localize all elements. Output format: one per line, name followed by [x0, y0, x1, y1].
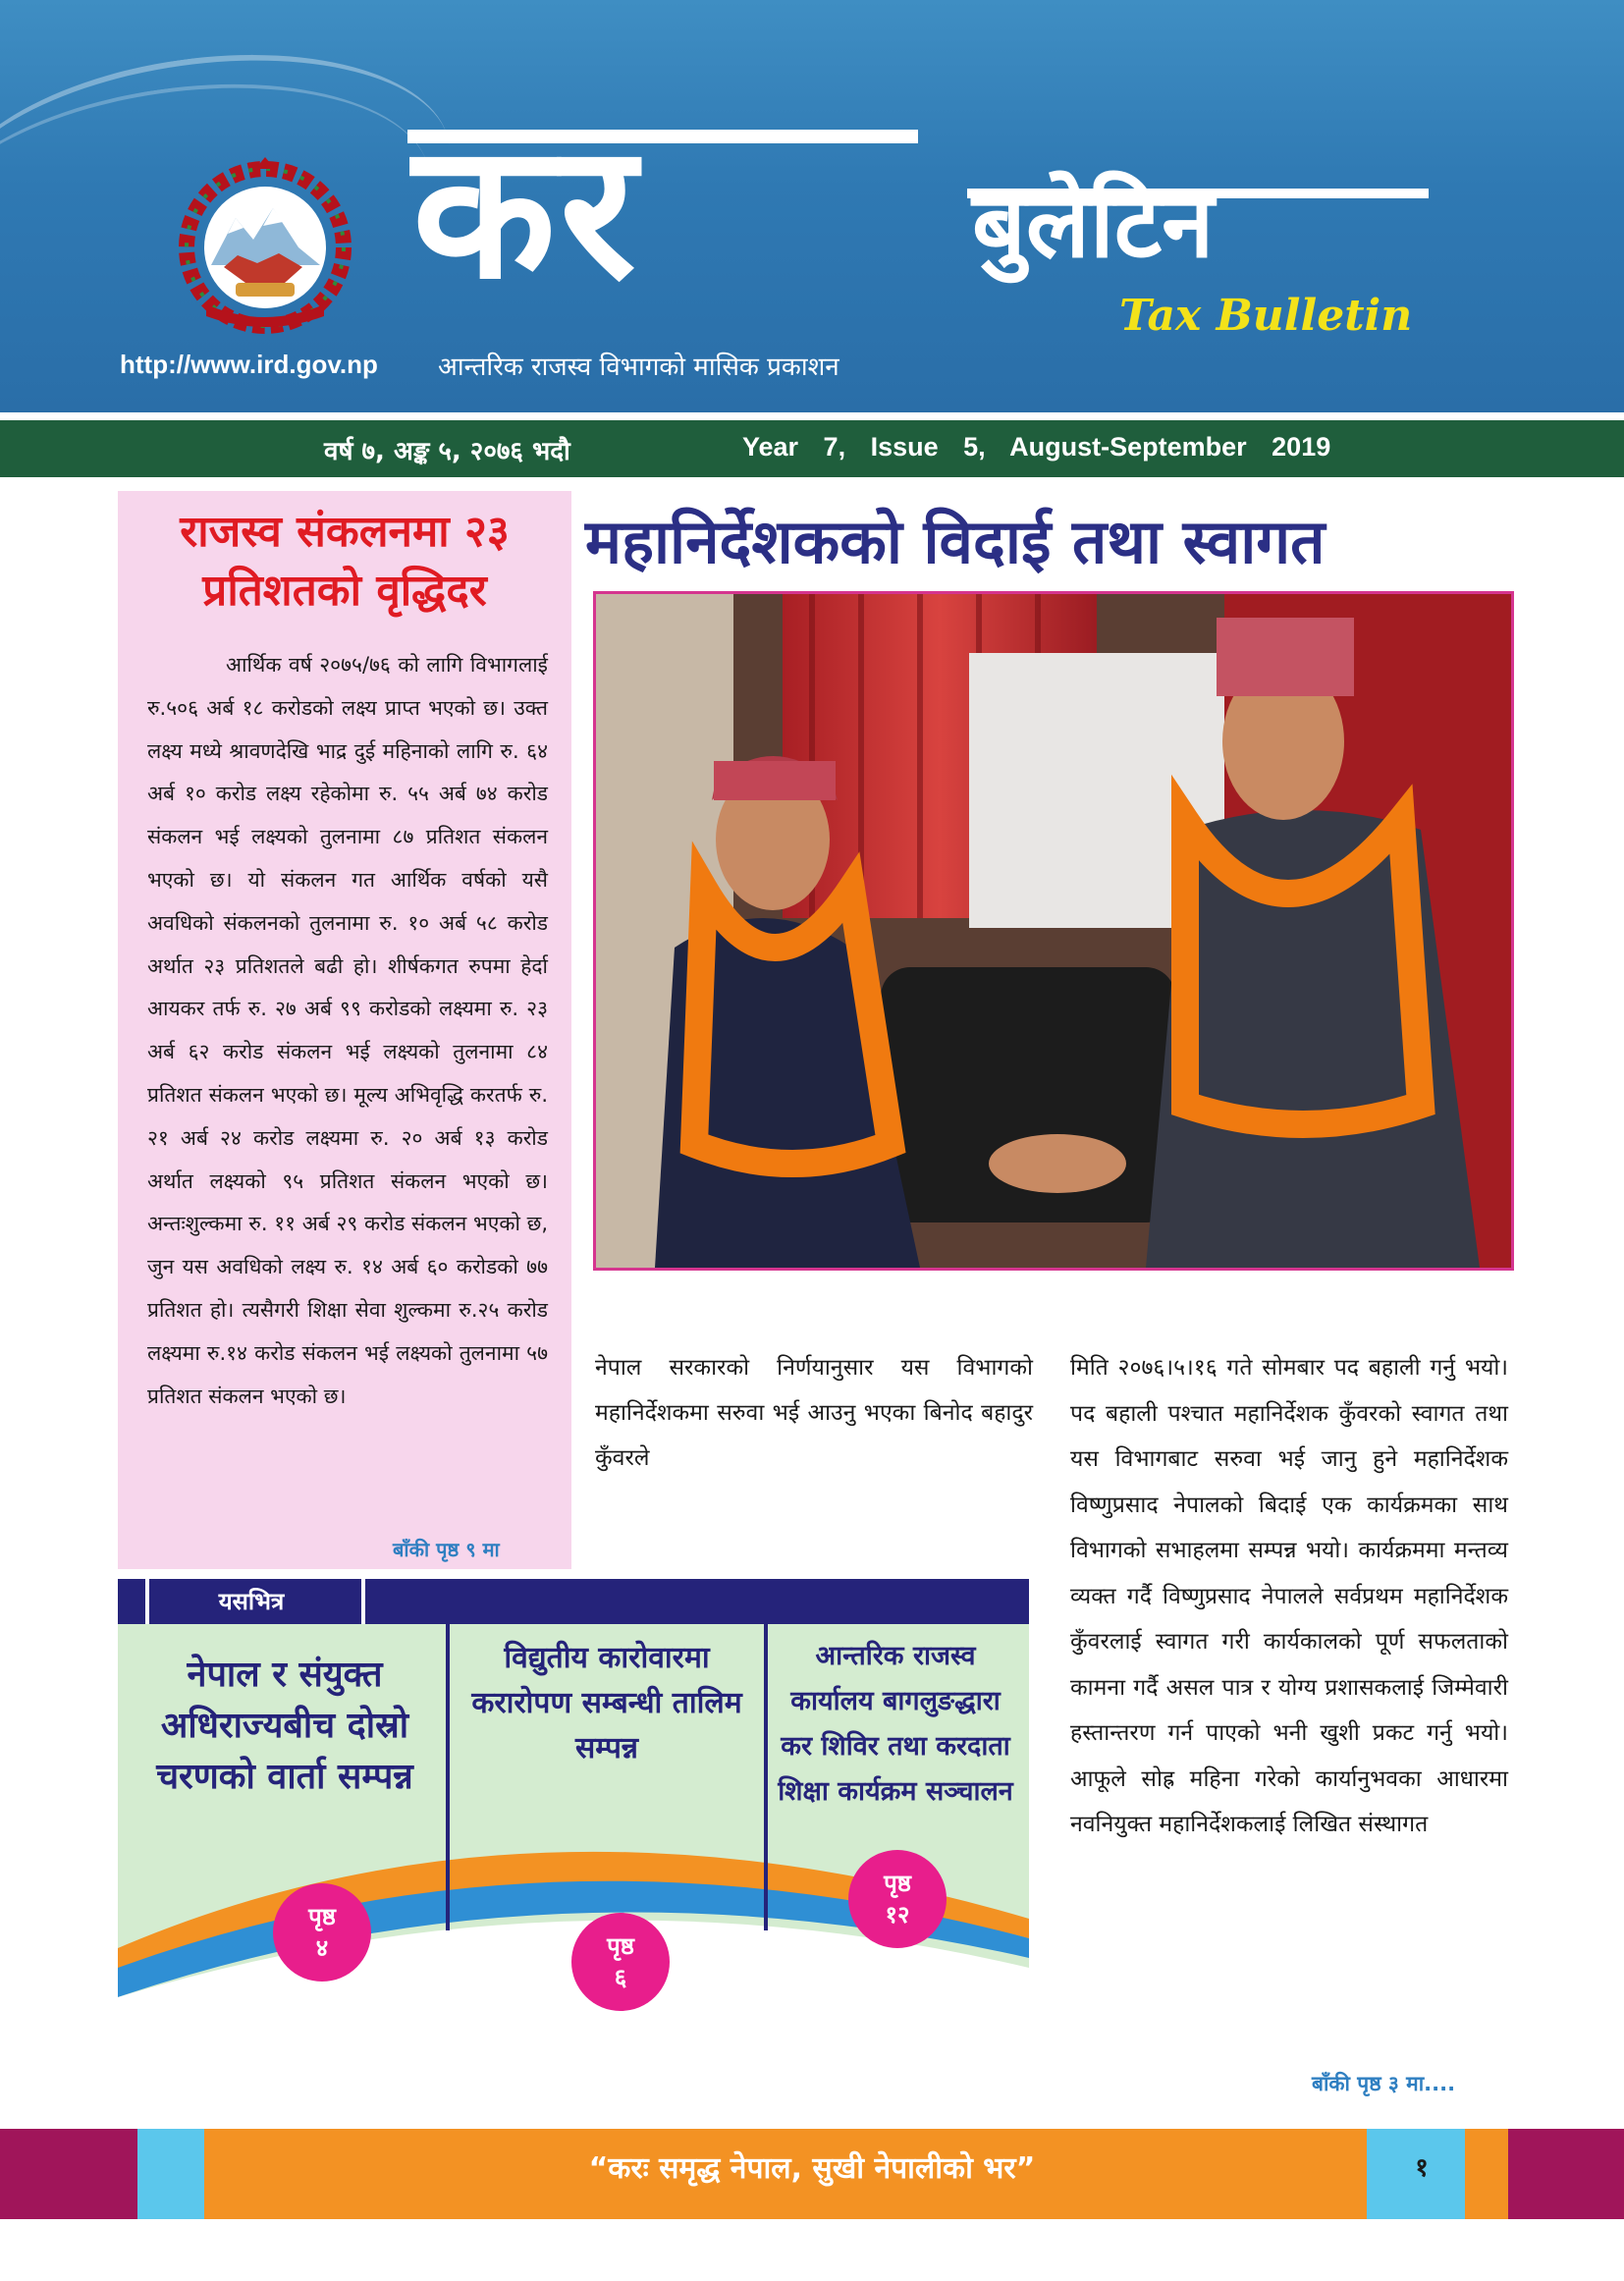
page-badge-number: ४ [315, 1934, 329, 1962]
page-badge-word: पृष्ठ [607, 1932, 634, 1960]
masthead-tagline: आन्तरिक राजस्व विभागको मासिक प्रकाशन [438, 353, 839, 382]
revenue-article-body: आर्थिक वर्ष २०७५/७६ को लागि विभागलाई रु.५०६ अर्ब १८ करोडको लक्ष्य प्राप्त भएको छ। उक्त लक्ष्य मध्ये श्रावणदेखि भाद्र दुई महिनाको लागि रु. ६४ अर्ब १० करोड लक्ष्य रहेकोमा रु. ५५ अर्ब ७४ करोड संकलन भई लक्ष्यको तुलनामा ८७ प्रतिशत संकलन भएको छ। यो संकलन गत आर्थिक वर्षको यसै अवधिको संकलनको तुलनामा रु. १० अर्ब ५८ करोड अर्थात २३ प्रतिशतले बढी हो। शीर्षकगत रुपमा हेर्दा आयकर तर्फ रु. २७ अर्ब ९९ करोडको लक्ष्यमा रु. २३ अर्ब ६२ करोड संकलन भई लक्ष्यको तुलनामा ८४ प्रतिशत संकलन भएको छ। मूल्य अभिवृद्धि करतर्फ रु. २१ अर्ब २४ करोड लक्ष्यमा रु. २० अर्ब १३ करोड अर्थात लक्ष्यको ९५ प्रतिशत संकलन भएको छ। अन्तःशुल्कमा रु. ११ अर्ब २९ करोड संकलन भएको छ, जुन यस अवधिको लक्ष्य रु. १४ अर्ब ६० करोडको ७७ प्रतिशत हो। त्यसैगरी शिक्षा सेवा शुल्कमा रु.२५ करोड लक्ष्यमा रु.१४ करोड संकलन भई लक्ष्यको तुलनामा ५७ प्रतिशत संकलन भएको छ। [147, 653, 548, 1408]
page-badge-number: ६ [614, 1964, 627, 1991]
farewell-article-column-1: नेपाल सरकारको निर्णयानुसार यस विभागको महानिर्देशकमा सरुवा भई आउनु भएका बिनोद बहादुर कुँवरले [595, 1355, 1033, 1471]
farewell-article-continued[interactable]: बाँकी पृष्ठ ३ मा.... [1312, 2072, 1456, 2095]
inside-label: यसभित्र [218, 1588, 285, 1615]
page-badge-number: १२ [885, 1901, 910, 1928]
bulletin-title-english: Tax Bulletin [1119, 291, 1413, 341]
inside-page-badge-6[interactable] [571, 1913, 670, 2011]
inside-page-badge-12[interactable] [848, 1850, 947, 1948]
website-link[interactable]: http://www.ird.gov.np [120, 350, 378, 379]
inside-item-uk-talks[interactable]: नेपाल र संयुक्त अधिराज्यबीच दोस्रो चरणको वार्ता सम्पन्न [156, 1655, 413, 1797]
issue-info-nepali: वर्ष ७, अङ्क ५, २०७६ भदौ [324, 437, 570, 466]
revenue-article-continued[interactable]: बाँकी पृष्ठ ९ मा [393, 1538, 500, 1561]
farewell-ceremony-photo [593, 591, 1514, 1271]
inside-page-badge-4[interactable] [273, 1883, 371, 1982]
page-badge-word: पृष्ठ [308, 1903, 336, 1930]
page-number: १ [1415, 2153, 1429, 2183]
inside-item-digital-tax-training[interactable]: विद्युतीय कारोवारमा करारोपण सम्बन्धी तालिम सम्पन्न [471, 1641, 742, 1765]
page-badge-word: पृष्ठ [884, 1870, 911, 1897]
farewell-article-column-2: मिति २०७६।५।१६ गते सोमबार पद बहाली गर्नु भयो। पद बहाली पश्चात महानिर्देशक कुँवरको स्वागत तथा यस विभागबाट सरुवा भई जानु हुने महानिर्देशक विष्णुप्रसाद नेपालको बिदाई एक कार्यक्रमका साथ विभागको सभाहलमा सम्पन्न भयो। कार्यक्रममा मन्तव्य व्यक्त गर्दै विष्णुप्रसाद नेपालले सर्वप्रथम महानिर्देशक कुँवरलाई स्वागत गरी कार्यकालको पूर्ण सफलताको कामना गर्दै असल पात्र र योग्य प्रशासकलाई जिम्मेवारी हस्तान्तरण गर्न पाएको भनी खुशी प्रकट गर्नु भयो। आफूले सोह्र महिना गरेको कार्यानुभवका आधारमा नवनियुक्त महानिर्देशकलाई लिखित संस्थागत [1070, 1355, 1508, 1837]
inside-divider [764, 1624, 768, 1930]
inside-item-baglung-tax-camp[interactable]: आन्तरिक राजस्व कार्यालय बागलुङद्धारा कर शिविर तथा करदाता शिक्षा कार्यक्रम सञ्चालन [778, 1641, 1013, 1807]
farewell-photo-icon [596, 594, 1511, 1268]
farewell-article-headline: महानिर्देशकको विदाई तथा स्वागत [585, 506, 1326, 577]
issue-info-english: Year 7, Issue 5, August-September 2019 [742, 432, 1331, 462]
nepal-government-emblem-icon [177, 157, 353, 334]
inside-divider [446, 1624, 450, 1930]
revenue-article-headline: राजस्व संकलनमा २३ प्रतिशतको वृद्धिदर [180, 507, 510, 616]
bulletin-title: कर [412, 101, 640, 320]
bulletin-subtitle: बुलेटिन [972, 168, 1215, 279]
footer-slogan: “करः समृद्ध नेपाल, सुखी नेपालीको भर” [588, 2151, 1036, 2186]
